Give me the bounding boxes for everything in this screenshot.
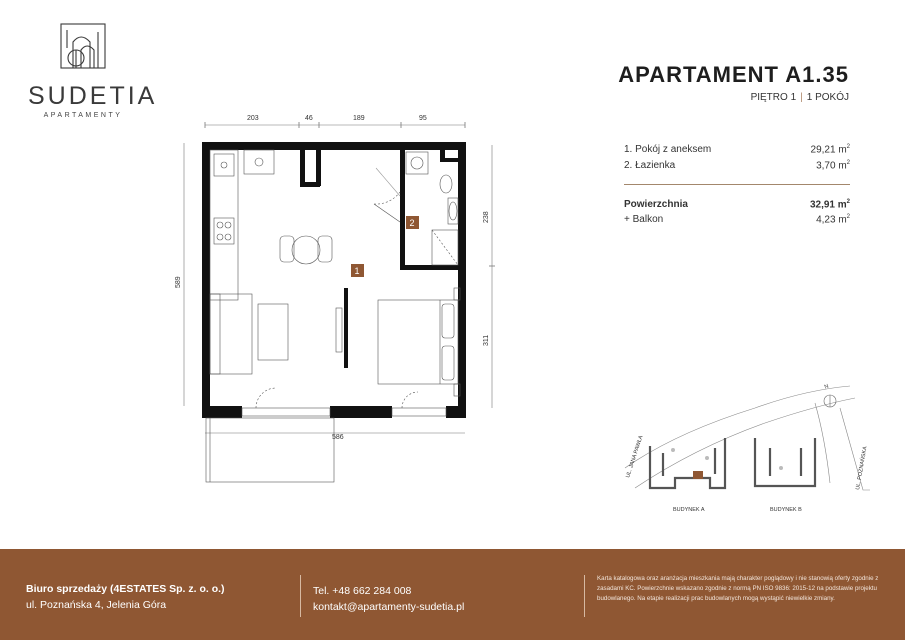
page-subtitle	[751, 92, 849, 103]
page-title: APARTAMENT A1.35	[618, 62, 849, 87]
room-tag-1: 1	[354, 266, 360, 276]
footer-disclaimer: Karta katalogowa oraz aranżacja mieszkania mają charakter poglądowy i nie stanowią oferty zgodnie z zasadami KC. Powierzchnie wskazano zgodnie z normą PN ISO 9836: 2015-12 na podstawie projektu budowlanego. Na etapie realizacji prac budowlanych mogą wystąpić niewielkie zmiany.	[597, 575, 879, 602]
dim-right-bottom: 311	[483, 334, 490, 346]
brand-tagline: APARTAMENTY	[43, 112, 123, 119]
area-value: 32,91 m	[809, 199, 847, 211]
footer-email[interactable]: kontakt@apartamenty-sudetia.pl	[313, 601, 465, 613]
footer-divider	[584, 575, 585, 617]
dim-bottom: 586	[332, 434, 344, 441]
area-unit: 2	[846, 214, 850, 220]
dim-top-2: 46	[305, 115, 313, 122]
north-label: N	[823, 383, 830, 391]
footer-phone[interactable]: Tel. +48 662 284 008	[313, 585, 412, 597]
area-value: 4,23 m	[816, 214, 847, 226]
building-b-label: BUDYNEK B	[770, 507, 802, 513]
building-a-label: BUDYNEK A	[673, 507, 705, 513]
area-row-room-1	[624, 144, 850, 155]
brand-name: SUDETIA	[28, 82, 158, 110]
area-row-total	[624, 199, 850, 210]
area-unit: 2	[846, 144, 850, 150]
area-label: Powierzchnia	[624, 199, 688, 210]
subtitle-separator: |	[800, 92, 803, 103]
area-label: 1. Pokój z aneksem	[624, 144, 712, 155]
rooms-label: 1 POKÓJ	[806, 92, 849, 103]
footer-divider	[300, 575, 301, 617]
dim-right-top: 238	[483, 211, 490, 223]
floor-label: PIĘTRO 1	[750, 92, 797, 103]
dim-top-3: 189	[353, 115, 365, 122]
area-value: 3,70 m	[816, 160, 847, 172]
area-unit: 2	[846, 160, 850, 166]
floor-plan	[170, 108, 510, 528]
footer-address: ul. Poznańska 4, Jelenia Góra	[26, 599, 167, 611]
dim-top-1: 203	[247, 115, 259, 122]
area-label: + Balkon	[624, 214, 664, 225]
footer	[0, 549, 905, 640]
area-row-balcony	[624, 214, 850, 225]
area-row-room-2	[624, 160, 850, 171]
street-left-label: UL. JANA PAWŁA	[625, 434, 645, 479]
footer-company: Biuro sprzedaży (4ESTATES Sp. z. o. o.)	[26, 583, 225, 595]
area-value: 29,21 m	[810, 144, 847, 156]
site-map	[615, 378, 890, 518]
dim-top-4: 95	[419, 115, 427, 122]
area-label: 2. Łazienka	[624, 160, 676, 171]
dim-left: 589	[175, 276, 182, 288]
area-divider	[624, 184, 850, 185]
area-unit: 2	[846, 199, 850, 205]
room-tag-2: 2	[409, 218, 415, 228]
brand-logo	[28, 20, 158, 120]
logo-mark-icon	[28, 20, 138, 80]
street-right-label: UL. POZNAŃSKA	[855, 445, 869, 491]
